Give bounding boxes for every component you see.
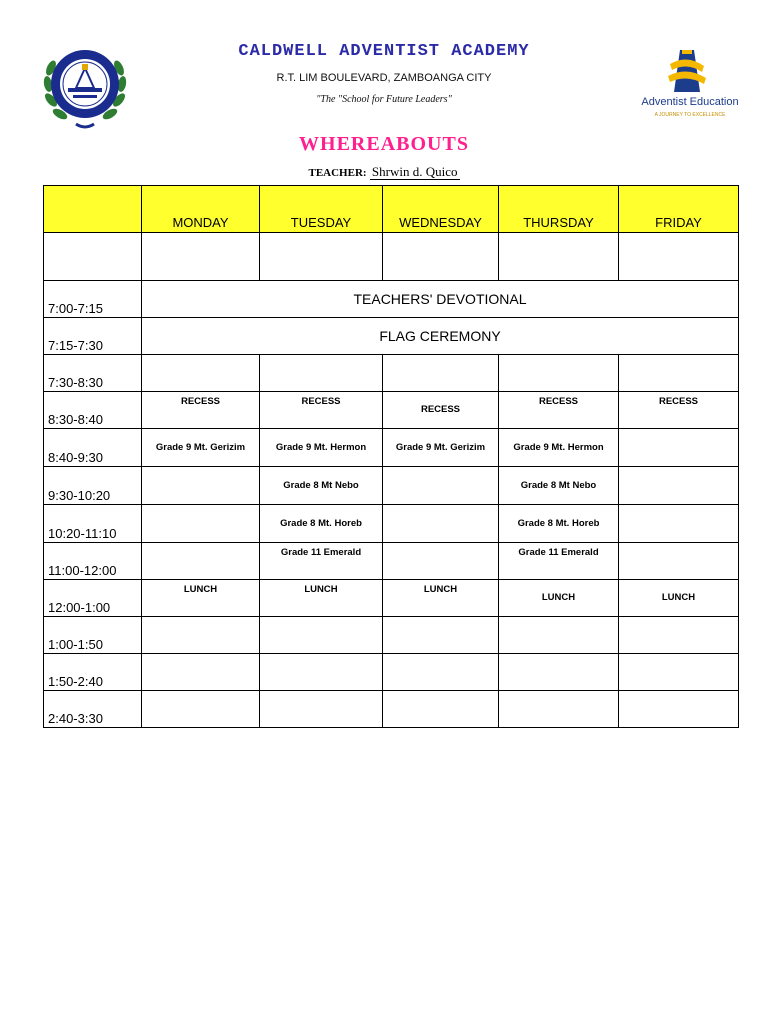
table-row	[44, 281, 739, 318]
class-cell: Grade 9 Mt. Hermon	[499, 429, 619, 467]
schedule-cell	[499, 654, 619, 691]
class-cell	[142, 467, 260, 505]
table-row	[44, 318, 739, 355]
schedule-cell	[260, 233, 383, 281]
schedule-cell	[499, 617, 619, 654]
class-cell	[619, 429, 739, 467]
schedule-cell	[619, 691, 739, 728]
class-cell: Grade 11 Emerald	[260, 543, 383, 580]
schedule-cell	[142, 617, 260, 654]
school-seal-text	[38, 134, 132, 135]
schedule-cell	[383, 355, 499, 392]
class-cell: Grade 11 Emerald	[499, 543, 619, 580]
class-cell: Grade 8 Mt. Horeb	[499, 505, 619, 543]
header-time-cell	[44, 186, 142, 233]
devotional-cell: TEACHERS' DEVOTIONAL	[142, 281, 739, 318]
header-day-thursday: THURSDAY	[499, 186, 619, 233]
header-day-wednesday: WEDNESDAY	[383, 186, 499, 233]
header-day-friday: FRIDAY	[619, 186, 739, 233]
table-row	[44, 580, 739, 617]
schedule-cell	[260, 691, 383, 728]
class-cell	[383, 543, 499, 580]
schedule-cell	[142, 355, 260, 392]
schedule-cell	[619, 355, 739, 392]
time-cell: 11:00-12:00	[44, 543, 142, 580]
time-cell: 12:00-1:00	[44, 580, 142, 617]
lunch-cell: LUNCH	[383, 580, 499, 617]
schedule-cell	[260, 617, 383, 654]
schedule-cell	[499, 355, 619, 392]
recess-cell: RECESS	[619, 392, 739, 429]
class-cell: Grade 9 Mt. Gerizim	[142, 429, 260, 467]
time-cell: 2:40-3:30	[44, 691, 142, 728]
school-address: R.T. LIM BOULEVARD, ZAMBOANGA CITY	[276, 72, 492, 84]
teacher-name: Shrwin d. Quico	[371, 164, 458, 179]
schedule-cell	[499, 691, 619, 728]
table-row	[44, 654, 739, 691]
schedule-cell	[619, 233, 739, 281]
schedule-cell	[619, 617, 739, 654]
time-cell: 1:50-2:40	[44, 654, 142, 691]
class-cell	[383, 467, 499, 505]
schedule-cell	[383, 654, 499, 691]
table-row	[44, 543, 739, 580]
teacher-line	[0, 164, 768, 180]
flag-ceremony-cell: FLAG CEREMONY	[142, 318, 739, 355]
school-motto: "The "School for Future Leaders"	[316, 94, 452, 105]
schedule-cell	[383, 691, 499, 728]
table-row	[44, 429, 739, 467]
table-row	[44, 392, 739, 429]
time-cell: 1:00-1:50	[44, 617, 142, 654]
class-cell	[619, 505, 739, 543]
schedule-cell	[142, 691, 260, 728]
schedule-cell	[619, 654, 739, 691]
table-header-row	[44, 186, 739, 233]
schedule-cell	[142, 233, 260, 281]
time-cell: 10:20-11:10	[44, 505, 142, 543]
lunch-cell: LUNCH	[499, 580, 619, 617]
schedule-cell	[499, 233, 619, 281]
adventist-education-logo-text: Adventist Education	[641, 96, 739, 108]
time-cell: 7:00-7:15	[44, 281, 142, 318]
lunch-cell: LUNCH	[619, 580, 739, 617]
school-name: CALDWELL ADVENTIST ACADEMY	[238, 42, 530, 61]
class-cell: Grade 8 Mt. Horeb	[260, 505, 383, 543]
lunch-cell: LUNCH	[260, 580, 383, 617]
table-row	[44, 617, 739, 654]
lunch-cell: LUNCH	[142, 580, 260, 617]
time-cell: 7:30-8:30	[44, 355, 142, 392]
schedule-cell	[142, 654, 260, 691]
table-row	[44, 467, 739, 505]
document-title: WHEREABOUTS	[299, 133, 469, 155]
class-cell: Grade 8 Mt Nebo	[260, 467, 383, 505]
header-day-tuesday: TUESDAY	[260, 186, 383, 233]
recess-cell: RECESS	[383, 392, 499, 429]
class-cell: Grade 9 Mt. Hermon	[260, 429, 383, 467]
class-cell: Grade 9 Mt. Gerizim	[383, 429, 499, 467]
class-cell	[142, 543, 260, 580]
class-cell: Grade 8 Mt Nebo	[499, 467, 619, 505]
recess-cell: RECESS	[142, 392, 260, 429]
time-cell: 8:30-8:40	[44, 392, 142, 429]
header-day-monday: MONDAY	[142, 186, 260, 233]
schedule-table	[43, 185, 739, 728]
table-row	[44, 691, 739, 728]
schedule-cell	[260, 355, 383, 392]
time-cell: 7:15-7:30	[44, 318, 142, 355]
schedule-cell	[260, 654, 383, 691]
time-cell: 8:40-9:30	[44, 429, 142, 467]
schedule-cell	[383, 617, 499, 654]
table-row	[44, 355, 739, 392]
class-cell	[383, 505, 499, 543]
table-row	[44, 233, 739, 281]
recess-cell: RECESS	[260, 392, 383, 429]
class-cell	[619, 467, 739, 505]
class-cell	[142, 505, 260, 543]
table-row	[44, 505, 739, 543]
class-cell	[619, 543, 739, 580]
teacher-label: TEACHER:	[308, 167, 367, 179]
adventist-education-tagline: A JOURNEY TO EXCELLENCE	[654, 112, 726, 118]
schedule-cell	[383, 233, 499, 281]
time-cell	[44, 233, 142, 281]
recess-cell: RECESS	[499, 392, 619, 429]
time-cell: 9:30-10:20	[44, 467, 142, 505]
